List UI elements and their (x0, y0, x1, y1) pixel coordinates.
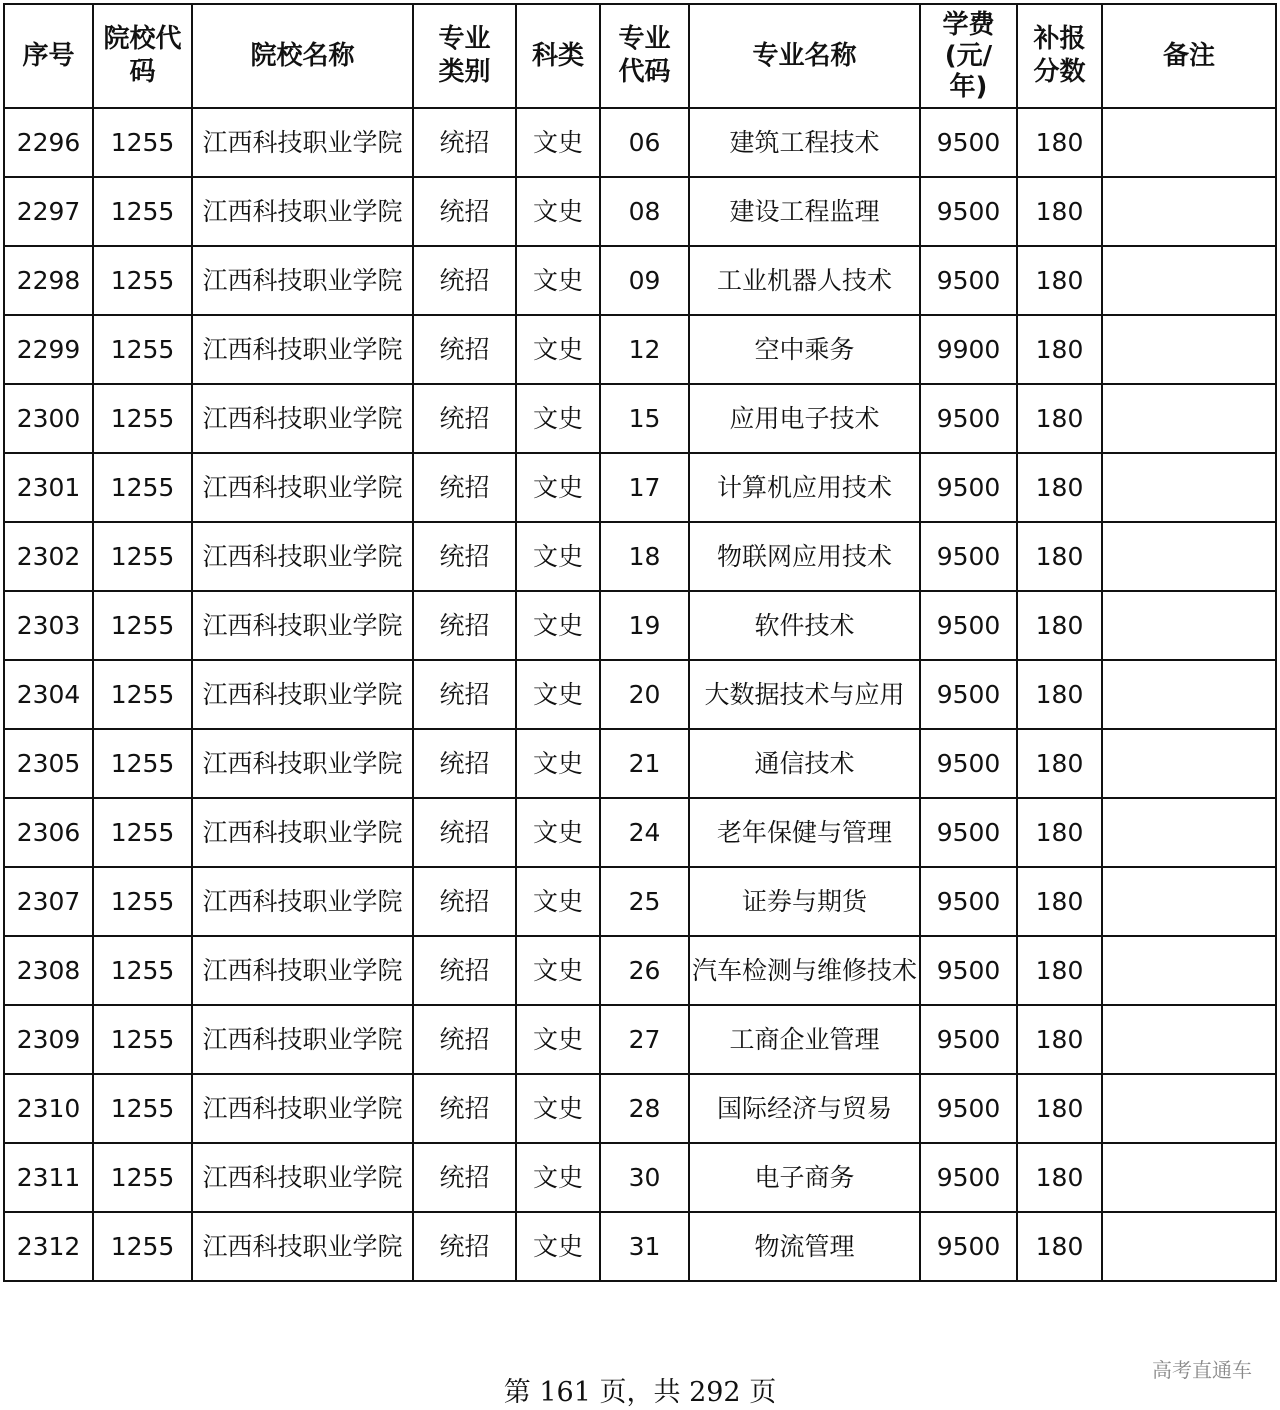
note-cell (1102, 522, 1276, 591)
major-name-cell: 汽车检测与维修技术 (689, 936, 920, 1005)
seq-cell: 2312 (4, 1212, 93, 1281)
seq-cell: 2301 (4, 453, 93, 522)
tuition-cell: 9500 (920, 1074, 1017, 1143)
major-code-cell: 27 (600, 1005, 689, 1074)
category-cell: 统招 (413, 1005, 516, 1074)
major-code-cell: 21 (600, 729, 689, 798)
note-cell (1102, 867, 1276, 936)
tuition-cell: 9500 (920, 936, 1017, 1005)
major-name-cell: 物联网应用技术 (689, 522, 920, 591)
tuition-cell: 9500 (920, 867, 1017, 936)
school-name-cell: 江西科技职业学院 (192, 177, 413, 246)
major-code-cell: 26 (600, 936, 689, 1005)
major-code-cell: 09 (600, 246, 689, 315)
school-name-cell: 江西科技职业学院 (192, 315, 413, 384)
table-row (4, 1005, 1276, 1074)
table-row (4, 246, 1276, 315)
major-code-cell: 25 (600, 867, 689, 936)
major-name-cell: 证券与期货 (689, 867, 920, 936)
seq-cell: 2307 (4, 867, 93, 936)
table-row (4, 867, 1276, 936)
category-cell: 统招 (413, 1074, 516, 1143)
major-code-cell: 31 (600, 1212, 689, 1281)
school-code-cell: 1255 (93, 246, 192, 315)
subject-cell: 文史 (516, 798, 600, 867)
school-code-cell: 1255 (93, 936, 192, 1005)
school-name-cell: 江西科技职业学院 (192, 729, 413, 798)
header-cell: 院校代码 (93, 4, 192, 108)
note-cell (1102, 315, 1276, 384)
subject-cell: 文史 (516, 246, 600, 315)
school-name-cell: 江西科技职业学院 (192, 798, 413, 867)
category-cell: 统招 (413, 867, 516, 936)
score-cell: 180 (1017, 453, 1102, 522)
major-code-cell: 12 (600, 315, 689, 384)
category-cell: 统招 (413, 1212, 516, 1281)
major-code-cell: 19 (600, 591, 689, 660)
category-cell: 统招 (413, 177, 516, 246)
school-code-cell: 1255 (93, 315, 192, 384)
note-cell (1102, 1143, 1276, 1212)
category-cell: 统招 (413, 1143, 516, 1212)
subject-cell: 文史 (516, 453, 600, 522)
school-name-cell: 江西科技职业学院 (192, 522, 413, 591)
table-row (4, 315, 1276, 384)
tuition-cell: 9500 (920, 798, 1017, 867)
header-cell: 专业名称 (689, 4, 920, 108)
score-cell: 180 (1017, 936, 1102, 1005)
score-cell: 180 (1017, 798, 1102, 867)
school-code-cell: 1255 (93, 384, 192, 453)
major-name-cell: 国际经济与贸易 (689, 1074, 920, 1143)
seq-cell: 2304 (4, 660, 93, 729)
table-row (4, 177, 1276, 246)
score-cell: 180 (1017, 660, 1102, 729)
table-row (4, 384, 1276, 453)
major-name-cell: 计算机应用技术 (689, 453, 920, 522)
table-row (4, 660, 1276, 729)
school-code-cell: 1255 (93, 1074, 192, 1143)
seq-cell: 2308 (4, 936, 93, 1005)
major-code-cell: 17 (600, 453, 689, 522)
category-cell: 统招 (413, 246, 516, 315)
tuition-cell: 9500 (920, 453, 1017, 522)
subject-cell: 文史 (516, 1074, 600, 1143)
school-code-cell: 1255 (93, 522, 192, 591)
subject-cell: 文史 (516, 108, 600, 177)
tuition-cell: 9500 (920, 522, 1017, 591)
seq-cell: 2296 (4, 108, 93, 177)
category-cell: 统招 (413, 660, 516, 729)
major-name-cell: 建设工程监理 (689, 177, 920, 246)
table-row (4, 798, 1276, 867)
major-name-cell: 大数据技术与应用 (689, 660, 920, 729)
table-row (4, 1074, 1276, 1143)
category-cell: 统招 (413, 108, 516, 177)
subject-cell: 文史 (516, 660, 600, 729)
subject-cell: 文史 (516, 177, 600, 246)
tuition-cell: 9500 (920, 591, 1017, 660)
seq-cell: 2299 (4, 315, 93, 384)
table-row (4, 936, 1276, 1005)
major-code-cell: 28 (600, 1074, 689, 1143)
major-name-cell: 电子商务 (689, 1143, 920, 1212)
subject-cell: 文史 (516, 591, 600, 660)
major-name-cell: 工商企业管理 (689, 1005, 920, 1074)
school-code-cell: 1255 (93, 867, 192, 936)
major-code-cell: 15 (600, 384, 689, 453)
subject-cell: 文史 (516, 315, 600, 384)
tuition-cell: 9500 (920, 660, 1017, 729)
score-cell: 180 (1017, 1074, 1102, 1143)
school-code-cell: 1255 (93, 1143, 192, 1212)
subject-cell: 文史 (516, 1005, 600, 1074)
seq-cell: 2300 (4, 384, 93, 453)
score-cell: 180 (1017, 729, 1102, 798)
table-header-row (4, 4, 1276, 108)
seq-cell: 2305 (4, 729, 93, 798)
table-row (4, 729, 1276, 798)
category-cell: 统招 (413, 453, 516, 522)
note-cell (1102, 1074, 1276, 1143)
header-cell: 备注 (1102, 4, 1276, 108)
tuition-cell: 9500 (920, 1143, 1017, 1212)
major-name-cell: 工业机器人技术 (689, 246, 920, 315)
tuition-cell: 9900 (920, 315, 1017, 384)
school-name-cell: 江西科技职业学院 (192, 108, 413, 177)
subject-cell: 文史 (516, 1143, 600, 1212)
school-code-cell: 1255 (93, 108, 192, 177)
table-row (4, 591, 1276, 660)
header-cell: 专业类别 (413, 4, 516, 108)
seq-cell: 2298 (4, 246, 93, 315)
major-code-cell: 08 (600, 177, 689, 246)
header-cell: 补报分数 (1017, 4, 1102, 108)
school-name-cell: 江西科技职业学院 (192, 246, 413, 315)
score-cell: 180 (1017, 522, 1102, 591)
school-code-cell: 1255 (93, 177, 192, 246)
school-name-cell: 江西科技职业学院 (192, 453, 413, 522)
school-code-cell: 1255 (93, 453, 192, 522)
school-code-cell: 1255 (93, 1212, 192, 1281)
seq-cell: 2297 (4, 177, 93, 246)
school-name-cell: 江西科技职业学院 (192, 591, 413, 660)
category-cell: 统招 (413, 936, 516, 1005)
major-code-cell: 30 (600, 1143, 689, 1212)
seq-cell: 2302 (4, 522, 93, 591)
note-cell (1102, 108, 1276, 177)
header-cell: 专业代码 (600, 4, 689, 108)
major-code-cell: 18 (600, 522, 689, 591)
school-code-cell: 1255 (93, 729, 192, 798)
school-name-cell: 江西科技职业学院 (192, 1143, 413, 1212)
score-cell: 180 (1017, 246, 1102, 315)
subject-cell: 文史 (516, 1212, 600, 1281)
note-cell (1102, 591, 1276, 660)
school-name-cell: 江西科技职业学院 (192, 1005, 413, 1074)
major-code-cell: 20 (600, 660, 689, 729)
score-cell: 180 (1017, 108, 1102, 177)
note-cell (1102, 798, 1276, 867)
tuition-cell: 9500 (920, 384, 1017, 453)
school-code-cell: 1255 (93, 591, 192, 660)
tuition-cell: 9500 (920, 1212, 1017, 1281)
subject-cell: 文史 (516, 729, 600, 798)
header-cell: 院校名称 (192, 4, 413, 108)
tuition-cell: 9500 (920, 246, 1017, 315)
note-cell (1102, 936, 1276, 1005)
score-cell: 180 (1017, 384, 1102, 453)
note-cell (1102, 1212, 1276, 1281)
note-cell (1102, 246, 1276, 315)
score-cell: 180 (1017, 1005, 1102, 1074)
major-name-cell: 空中乘务 (689, 315, 920, 384)
note-cell (1102, 660, 1276, 729)
table-body (4, 108, 1276, 1281)
seq-cell: 2303 (4, 591, 93, 660)
score-cell: 180 (1017, 177, 1102, 246)
major-code-cell: 06 (600, 108, 689, 177)
table-row (4, 522, 1276, 591)
tuition-cell: 9500 (920, 108, 1017, 177)
major-name-cell: 物流管理 (689, 1212, 920, 1281)
major-name-cell: 软件技术 (689, 591, 920, 660)
category-cell: 统招 (413, 384, 516, 453)
note-cell (1102, 384, 1276, 453)
table-row (4, 1143, 1276, 1212)
note-cell (1102, 1005, 1276, 1074)
school-name-cell: 江西科技职业学院 (192, 936, 413, 1005)
table-row (4, 453, 1276, 522)
score-cell: 180 (1017, 315, 1102, 384)
category-cell: 统招 (413, 315, 516, 384)
major-code-cell: 24 (600, 798, 689, 867)
table-row (4, 1212, 1276, 1281)
tuition-cell: 9500 (920, 177, 1017, 246)
header-cell: 学费(元/年) (920, 4, 1017, 108)
school-name-cell: 江西科技职业学院 (192, 384, 413, 453)
score-cell: 180 (1017, 1143, 1102, 1212)
tuition-cell: 9500 (920, 729, 1017, 798)
major-name-cell: 老年保健与管理 (689, 798, 920, 867)
score-cell: 180 (1017, 591, 1102, 660)
note-cell (1102, 177, 1276, 246)
subject-cell: 文史 (516, 522, 600, 591)
category-cell: 统招 (413, 729, 516, 798)
school-name-cell: 江西科技职业学院 (192, 1074, 413, 1143)
seq-cell: 2310 (4, 1074, 93, 1143)
category-cell: 统招 (413, 591, 516, 660)
school-code-cell: 1255 (93, 660, 192, 729)
school-code-cell: 1255 (93, 1005, 192, 1074)
school-name-cell: 江西科技职业学院 (192, 660, 413, 729)
score-cell: 180 (1017, 1212, 1102, 1281)
school-name-cell: 江西科技职业学院 (192, 867, 413, 936)
school-name-cell: 江西科技职业学院 (192, 1212, 413, 1281)
major-name-cell: 应用电子技术 (689, 384, 920, 453)
subject-cell: 文史 (516, 384, 600, 453)
score-cell: 180 (1017, 867, 1102, 936)
page-footer: 第 161 页，共 292 页 (503, 1377, 777, 1408)
seq-cell: 2309 (4, 1005, 93, 1074)
school-code-cell: 1255 (93, 798, 192, 867)
category-cell: 统招 (413, 798, 516, 867)
major-name-cell: 建筑工程技术 (689, 108, 920, 177)
header-cell: 序号 (4, 4, 93, 108)
watermark-text: 高考直通车 (1152, 1358, 1252, 1382)
admissions-table (3, 3, 1277, 1282)
note-cell (1102, 729, 1276, 798)
subject-cell: 文史 (516, 867, 600, 936)
seq-cell: 2311 (4, 1143, 93, 1212)
header-cell: 科类 (516, 4, 600, 108)
tuition-cell: 9500 (920, 1005, 1017, 1074)
category-cell: 统招 (413, 522, 516, 591)
note-cell (1102, 453, 1276, 522)
seq-cell: 2306 (4, 798, 93, 867)
table-row (4, 108, 1276, 177)
subject-cell: 文史 (516, 936, 600, 1005)
major-name-cell: 通信技术 (689, 729, 920, 798)
